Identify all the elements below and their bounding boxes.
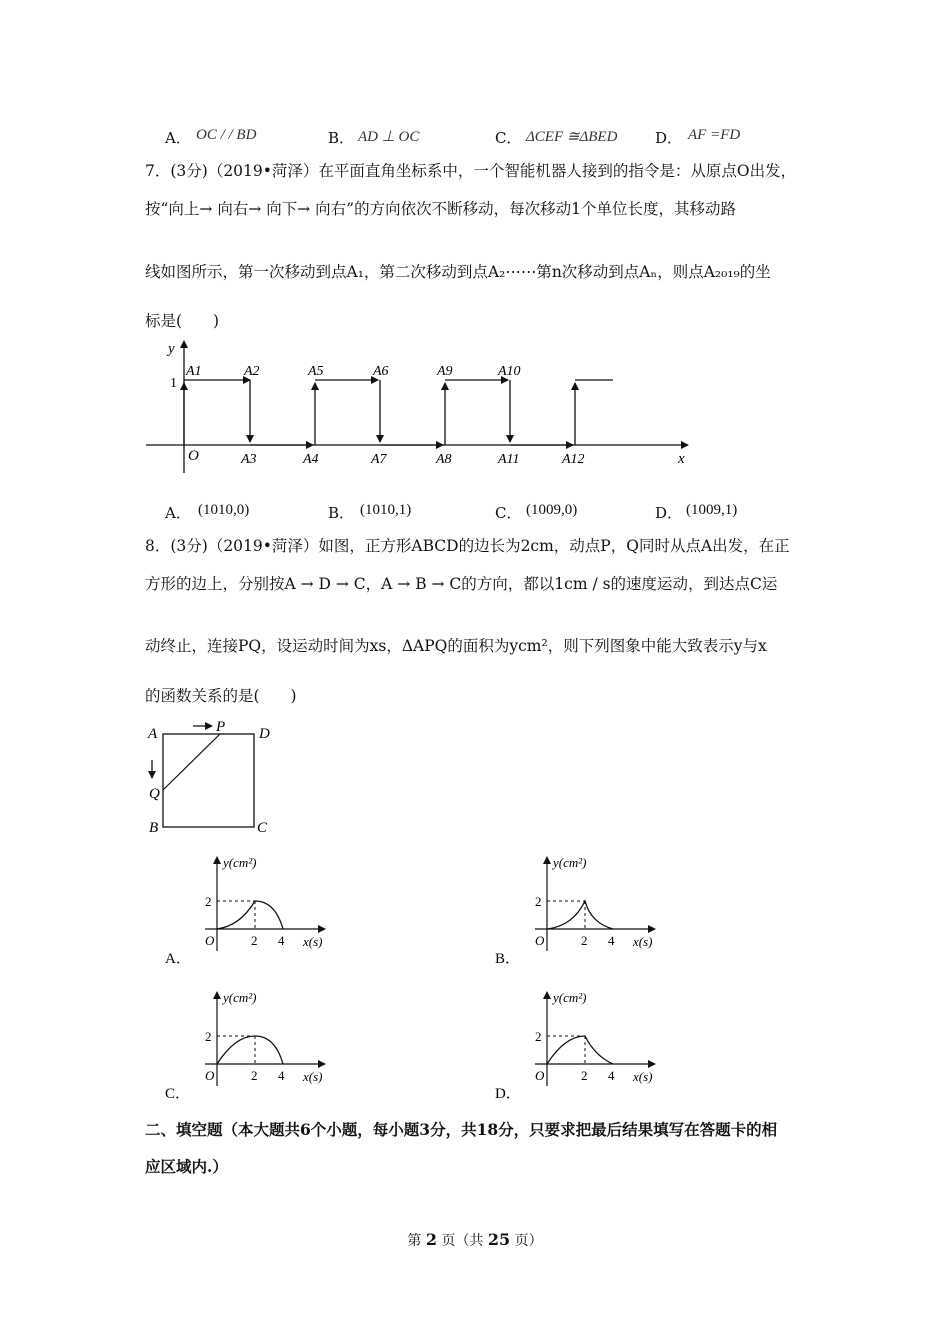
q8-graph-c: [165, 986, 335, 1106]
function-curve: [547, 1036, 613, 1064]
q8-label-q: Q: [149, 786, 160, 802]
q7-label-a8: A8: [436, 452, 452, 467]
x-tick-4: 4: [608, 1068, 615, 1083]
origin-label: O: [205, 933, 215, 948]
q7-options: [0, 502, 950, 524]
y-tick-2: 2: [535, 1029, 542, 1044]
q7-one-label: 1: [170, 376, 177, 391]
q8-line-2: 方形的边上，分别按A → D → C，A → B → C的方向，都以1cm / s的速度运动，到达点C运: [145, 575, 778, 593]
q8-line-3: 动终止，连接PQ，设运动时间为xs，ΔAPQ的面积为ycm²，则下列图象中能大致表示y与x: [145, 637, 767, 655]
origin-label: O: [535, 933, 545, 948]
x-tick-2: 2: [251, 933, 258, 948]
q7-label-a6: A6: [373, 364, 389, 379]
q7-option-a-letter: A．: [165, 504, 191, 522]
q7-line-3: 线如图所示，第一次移动到点A₁，第二次移动到点A₂⋯⋯第n次移动到点Aₙ，则点A₂₀₁₉的坐: [145, 263, 771, 281]
q8-label-a: A: [148, 726, 158, 742]
footer-suffix: 页）: [514, 1233, 543, 1249]
q8-square-figure: [140, 712, 290, 842]
q7-origin-label: O: [188, 448, 199, 464]
x-axis-label: x(s): [303, 1069, 323, 1084]
x-tick-2: 2: [581, 933, 588, 948]
q8-graph-b-svg: [495, 851, 665, 971]
q7-label-a12: A12: [562, 452, 585, 467]
q6-option-a-letter: A．: [165, 129, 191, 147]
q7-option-d-letter: D．: [655, 504, 683, 522]
x-axis-label: x(s): [633, 934, 653, 949]
y-axis-label: y(cm²): [223, 855, 257, 870]
q6-option-b-letter: B．: [328, 129, 355, 147]
q7-label-a5: A5: [308, 364, 324, 379]
q8-line-4: 的函数关系的是( ): [145, 687, 297, 705]
q6-option-d-letter: D．: [655, 129, 683, 147]
y-tick-2: 2: [205, 1029, 212, 1044]
x-tick-2: 2: [581, 1068, 588, 1083]
section2-line-1: 二、填空题（本大题共6个小题，每小题3分，共18分，只要求把最后结果填写在答题卡的相: [145, 1120, 778, 1139]
footer-page-number: 2: [425, 1230, 437, 1249]
q6-option-c-letter: C．: [495, 129, 522, 147]
q7-x-label: x: [678, 451, 685, 467]
y-axis-label: y(cm²): [223, 990, 257, 1005]
y-tick-2: 2: [205, 894, 212, 909]
q7-line-4: 标是( ): [145, 312, 220, 330]
q8-graph-c-svg: [165, 986, 335, 1106]
x-axis-label: x(s): [303, 934, 323, 949]
q7-line-2: 按“向上→ 向右→ 向下→ 向右”的方向依次不断移动，每次移动1个单位长度，其移动路: [145, 200, 736, 218]
option-letter: D．: [495, 1086, 521, 1102]
y-tick-2: 2: [535, 894, 542, 909]
q7-path-figure: [140, 335, 700, 475]
q6-option-b-text: AD ⊥ OC: [358, 129, 420, 145]
function-curve: [217, 1036, 283, 1064]
q8-graph-d: [495, 986, 665, 1106]
footer-prefix: 第: [407, 1233, 422, 1249]
q7-label-a9: A9: [437, 364, 453, 379]
q6-option-c-text: ΔCEF ≅ΔBED: [526, 129, 618, 145]
x-tick-4: 4: [278, 1068, 285, 1083]
q7-y-label: y: [168, 341, 175, 357]
footer-mid: 页（共: [441, 1233, 484, 1249]
x-tick-2: 2: [251, 1068, 258, 1083]
y-axis-label: y(cm²): [553, 990, 587, 1005]
q7-option-b-letter: B．: [328, 504, 355, 522]
q8-label-b: B: [149, 820, 159, 836]
q7-label-a10: A10: [498, 364, 521, 379]
q7-line-1: 7．(3分)（2019•菏泽）在平面直角坐标系中，一个智能机器人接到的指令是：从原点O出发，: [145, 162, 797, 180]
function-curve: [547, 901, 613, 929]
option-letter: A．: [165, 951, 191, 967]
q7-label-a2: A2: [244, 364, 260, 379]
q8-label-d: D: [259, 726, 270, 742]
q7-option-c-letter: C．: [495, 504, 522, 522]
q7-option-a-text: (1010,0): [198, 502, 250, 518]
q8-square-labels: [147, 719, 270, 836]
x-tick-4: 4: [278, 933, 285, 948]
q7-top-point-labels: [185, 364, 521, 379]
q7-label-a7: A7: [371, 452, 387, 467]
q8-label-c: C: [257, 820, 268, 836]
q8-label-p: P: [216, 719, 226, 735]
q7-label-a11: A11: [498, 452, 520, 467]
x-axis-label: x(s): [633, 1069, 653, 1084]
q8-graph-a: [165, 851, 335, 971]
q6-options: [0, 127, 950, 149]
footer-total-pages: 25: [487, 1230, 511, 1249]
q8-graph-a-svg: [165, 851, 335, 971]
q8-square: [163, 734, 254, 827]
option-letter: B．: [495, 951, 521, 967]
q8-graph-d-svg: [495, 986, 665, 1106]
y-axis-label: y(cm²): [553, 855, 587, 870]
q8-line-1: 8．(3分)（2019•菏泽）如图，正方形ABCD的边长为2cm，动点P，Q同时从点A出发，在正: [145, 537, 790, 555]
q7-option-c-text: (1009,0): [526, 502, 578, 518]
q6-option-a-text: OC / / BD: [196, 127, 257, 143]
q7-robot-path: [184, 380, 613, 445]
q7-label-a1: A1: [186, 364, 202, 379]
origin-label: O: [205, 1068, 215, 1083]
page-footer: [0, 1230, 950, 1250]
q7-label-a3: A3: [241, 452, 257, 467]
q6-option-d-text: AF =FD: [688, 127, 741, 143]
section2-line-2: 应区域内.）: [145, 1157, 228, 1176]
option-letter: C．: [165, 1086, 191, 1102]
q7-bottom-point-labels: [240, 452, 585, 467]
q7-option-d-text: (1009,1): [686, 502, 738, 518]
x-tick-4: 4: [608, 933, 615, 948]
q8-segment-pq: [163, 734, 220, 790]
q7-option-b-text: (1010,1): [360, 502, 412, 518]
q7-label-a4: A4: [303, 452, 319, 467]
q8-graph-b: [495, 851, 665, 971]
origin-label: O: [535, 1068, 545, 1083]
function-curve: [217, 901, 283, 929]
